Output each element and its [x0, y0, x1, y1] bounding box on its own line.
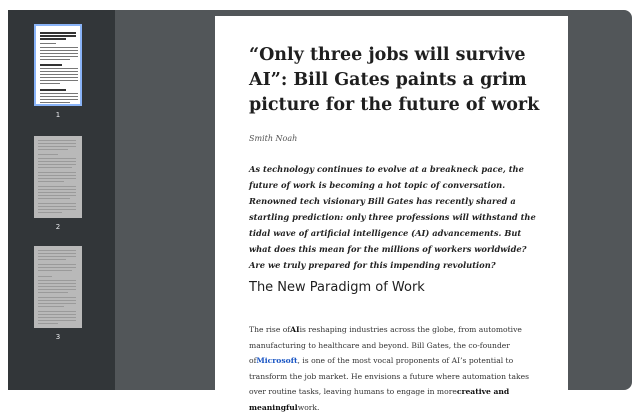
thumbnail-image[interactable] [34, 246, 82, 328]
article-author: Smith Noah [249, 134, 298, 143]
thumbnail-sidebar[interactable] [8, 10, 115, 390]
paragraph-text: , is one of the most vocal proponents of AI’s potential to transform the job market. He envisions a future where automation takes over routine tasks, leaving humans to engage in more [249, 356, 529, 396]
page-thumbnail-3[interactable] [34, 246, 82, 341]
thumbnail-image[interactable] [34, 136, 82, 218]
microsoft-link[interactable]: Microsoft [256, 356, 298, 365]
ai-term: AI [290, 325, 300, 334]
page-number-label: 1 [55, 111, 61, 119]
article-paragraph [249, 322, 540, 415]
page-number-label: 3 [55, 333, 61, 341]
document-page[interactable] [215, 16, 568, 412]
page-thumbnail-1[interactable] [34, 24, 82, 119]
page-thumbnail-2[interactable] [34, 136, 82, 231]
page-number-label: 2 [55, 223, 61, 231]
paragraph-text: is reshaping industries across the globe, from automotive manufacturing to healthcare and beyond. Bill Gates, the co-founder of [249, 325, 522, 365]
paragraph-text: The rise of [249, 325, 291, 334]
article-title: “Only three jobs will survive AI”: Bill Gates paints a grim picture for the future of work [249, 45, 540, 115]
article-lede: As technology continues to evolve at a breakneck pace, the future of work is becoming a hot topic of conversation. Renowned tech visionary Bill Gates has recently shared a startling prediction: only three professions will withstand the tidal wave of artificial intelligence (AI) advancements. But what does this mean for the millions of workers worldwide? Are we truly prepared for this impending revolution? [249, 164, 536, 270]
pdf-viewer [8, 10, 632, 412]
section-heading: The New Paradigm of Work [249, 280, 425, 295]
thumbnail-image[interactable] [34, 24, 82, 106]
creative-term: creative and meaningful [249, 387, 510, 412]
paragraph-text: work. [297, 402, 320, 412]
